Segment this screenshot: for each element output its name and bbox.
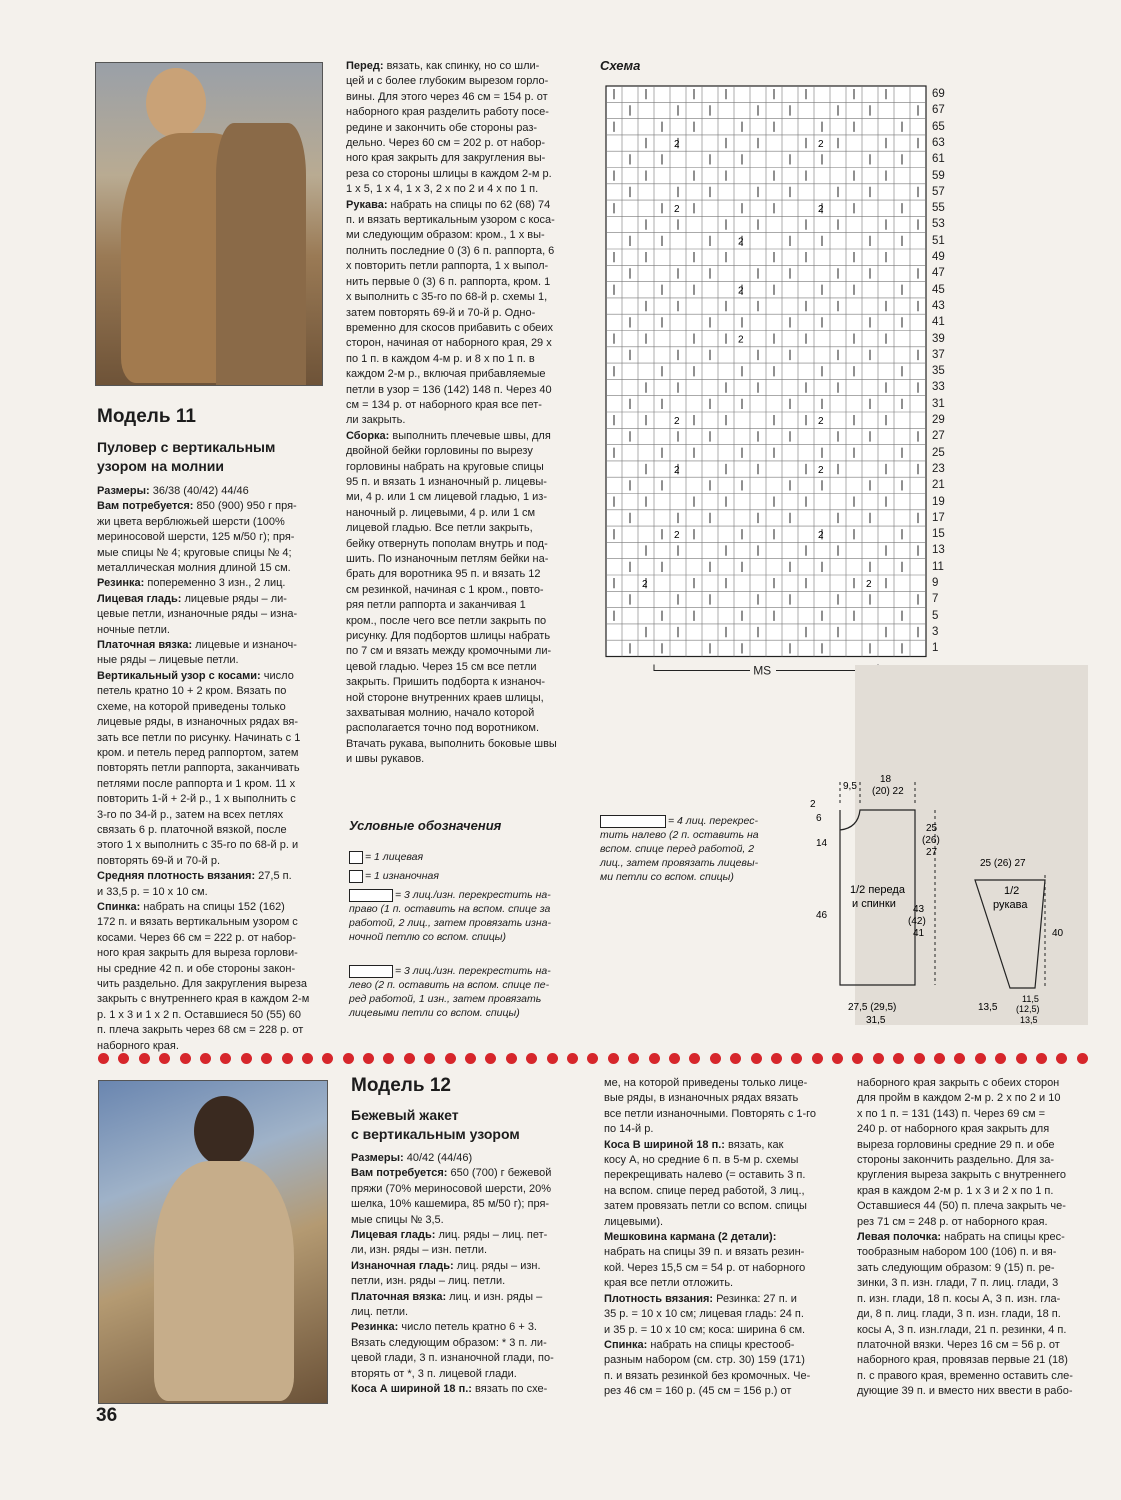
knitting-chart	[600, 84, 945, 684]
cable-cross-marker: 2	[674, 530, 680, 542]
text-line: Изнаночная гладь: лиц. ряды – изн.	[351, 1259, 541, 1272]
divider-dot	[139, 1053, 150, 1064]
pattern-pieces-diagram	[800, 770, 1090, 1040]
divider-dot	[649, 1053, 660, 1064]
chart-row-label: 39	[932, 332, 945, 345]
model-11-text-column-1	[97, 484, 323, 1054]
dot-divider	[98, 1053, 1088, 1067]
model-11-photo	[95, 62, 323, 386]
divider-dot	[689, 1053, 700, 1064]
dim-bottom-1: 27,5 (29,5)	[848, 1002, 897, 1013]
model-12-text-column-2	[604, 1076, 834, 1400]
text-line: наночный р. лицевыми, 4 р. или 1 см	[346, 506, 536, 519]
text-line: Вязать следующим образом: * 3 п. ли-	[351, 1336, 547, 1349]
dim-right-6: 41	[913, 928, 925, 939]
text-line: Рукава: набрать на спицы по 62 (68) 74	[346, 198, 551, 211]
text-line: каждом 2-м р., включая прибавляемые	[346, 368, 546, 381]
text-line: полнить последние 0 (3) 6 п. раппорта, 6	[346, 244, 555, 257]
chart-row-label: 3	[932, 625, 939, 638]
divider-dot	[343, 1053, 354, 1064]
text-line: см резинкой, начиная с 1 кром., повто-	[346, 583, 544, 596]
text-line: ночные петли.	[97, 623, 170, 636]
model-12-text-column-3	[857, 1076, 1087, 1400]
dim-right-1: 25	[926, 823, 938, 834]
divider-dot	[118, 1053, 129, 1064]
text-line: косы А, 3 п. изн.глади, 21 п. резинки, 4 п.	[857, 1323, 1067, 1336]
divider-dot	[995, 1053, 1006, 1064]
divider-dot	[852, 1053, 863, 1064]
text-line: платочной вязки. Через 16 см = 56 р. от	[857, 1338, 1060, 1351]
cross-left-symbol-icon	[349, 965, 393, 978]
text-line: дующие 39 п. и вместо них ввести в рабо-	[857, 1385, 1073, 1398]
sleeve-dim-height: 40	[1052, 928, 1064, 939]
text-line: 172 п. и вязать вертикальным узором с	[97, 916, 298, 929]
chart-row-label: 5	[932, 609, 939, 622]
chart-row-label: 49	[932, 251, 945, 263]
chart-row-label: 41	[932, 316, 945, 329]
text-line: петлями после раппорта и 1 кром. 11 х	[97, 777, 296, 790]
divider-dot	[547, 1053, 558, 1064]
text-line: ной стороне внутренних краев шлицы,	[346, 691, 544, 704]
divider-dot	[445, 1053, 456, 1064]
cable-cross-marker: 2	[818, 530, 824, 542]
dim-top-b2: (20) 22	[872, 786, 904, 797]
text-line: косами. Через 66 см = 222 р. от набор-	[97, 931, 296, 944]
cable-cross-marker: 2	[818, 138, 824, 150]
divider-dot	[241, 1053, 252, 1064]
text-line: по 7 см и вязать между кромочными ли-	[346, 645, 552, 658]
text-line: ли закрыть.	[346, 414, 406, 427]
divider-dot	[954, 1053, 965, 1064]
text-line: Лицевая гладь: лиц. ряды – лиц. пет-	[351, 1229, 548, 1242]
text-line: Коса В шириной 18 п.: вязать, как	[604, 1138, 784, 1151]
text-line: рез 46 см = 160 р. (45 см = 156 р.) от	[604, 1385, 792, 1398]
divider-dot	[282, 1053, 293, 1064]
cable-cross-marker: 2	[738, 285, 744, 297]
chart-row-label: 33	[932, 381, 945, 394]
text-line: цевой гладью. Через 15 см все петли	[346, 660, 537, 673]
text-line: косу А, но средние 6 п. в 5-м р. схемы	[604, 1154, 799, 1167]
chart-row-label: 27	[932, 430, 945, 443]
text-line: кром. и петель перед раппортом, затем	[97, 746, 299, 759]
dim-bottom-2: 31,5	[866, 1015, 886, 1026]
divider-dot	[812, 1053, 823, 1064]
text-line: наборного края разделить работу посе-	[346, 106, 549, 119]
divider-dot	[200, 1053, 211, 1064]
divider-dot	[383, 1053, 394, 1064]
text-line: брать для воротника 95 п. и вязать 12	[346, 568, 541, 581]
chart-row-label: 47	[932, 267, 945, 280]
text-line: реза со стороны шлицы в каждом 2-м р.	[346, 167, 552, 180]
legend-item-cross-right: = 3 лиц./изн. перекрестить на- право (1 п. оставить на вспом. спице за работой, 2 лиц., затем провязать изна- ночной петлю со вспом. спицы)	[349, 889, 551, 943]
text-line: чить раздельно. Для закругления выреза	[97, 978, 308, 990]
text-line: и швы рукавов.	[346, 753, 425, 766]
chart-row-label: 67	[932, 104, 945, 117]
dim-left-14: 14	[816, 838, 828, 849]
model-12-subtitle-1: Бежевый жакет	[351, 1107, 459, 1123]
text-line: п. изн. глади, 18 п. косы А, 3 п. изн. гла-	[857, 1292, 1061, 1305]
model-12-title: Модель 12	[351, 1075, 451, 1096]
text-line: захватывая молнию, начало которой	[346, 707, 535, 720]
text-line: повторить 1-й + 2-й р., 1 х выполнить с	[97, 793, 296, 806]
sleeve-dim-top: 25 (26) 27	[980, 858, 1026, 869]
divider-dot	[832, 1053, 843, 1064]
dim-right-5: (42)	[908, 916, 926, 927]
text-line: этого 1 х выполнить с 35-го по 68-й р. и	[97, 839, 299, 852]
text-line: дельно. Через 60 см = 202 р. от набор-	[346, 137, 546, 150]
text-line: для пройм в каждом 2-м р. 2 х по 2 и 10	[857, 1092, 1061, 1105]
chart-row-label: 51	[932, 234, 945, 247]
divider-dot	[751, 1053, 762, 1064]
cable-cross-marker: 2	[818, 416, 824, 427]
chart-row-label: 21	[932, 479, 945, 492]
text-line: Лицевая гладь: лицевые ряды – ли-	[97, 592, 287, 605]
text-line: кром., после чего все петли закрыть по	[346, 614, 547, 627]
text-line: вины. Для этого через 46 см = 154 р. от	[346, 90, 548, 103]
text-line: х повторить петли раппорта, 1 х выпол-	[346, 260, 549, 273]
text-line: располагается точно под воротником.	[346, 722, 540, 735]
cable-cross-marker: 2	[818, 204, 824, 216]
chart-row-label: 23	[932, 462, 945, 475]
front-back-label-1: 1/2 переда	[850, 884, 905, 896]
sleeve-dim-bottom-b1: 11,5	[1022, 994, 1039, 1004]
legend-item-cross-left: = 3 лиц./изн. перекрестить на- лево (2 п. оставить на вспом. спице пе- ред работой, 1 изн., затем провязать лицевыми петли со вспом. спицы)	[349, 965, 551, 1019]
text-line: Плотность вязания: Резинка: 27 п. и	[604, 1292, 797, 1305]
divider-dot	[465, 1053, 476, 1064]
schema-title: Схема	[600, 58, 641, 73]
model-11-title: Модель 11	[97, 406, 196, 427]
chart-row-label: 35	[932, 365, 945, 378]
text-line: на вспом. спице перед работой, 3 лиц.,	[604, 1184, 805, 1197]
legend-item-knit: = 1 лицевая	[349, 850, 579, 864]
text-line: края в каждом 2-м р. 1 х 3 и 2 х по 1 п.	[857, 1184, 1054, 1197]
text-line: ные ряды – лицевые петли.	[97, 654, 239, 667]
text-line: Размеры: 36/38 (40/42) 44/46	[97, 485, 249, 497]
text-line: затем провязать петли со вспом. спицы	[604, 1200, 807, 1213]
text-line: х выполнить с 35-го по 68-й р. схемы 1,	[346, 291, 548, 304]
model-12-subtitle-2: с вертикальным узором	[351, 1126, 520, 1142]
text-line: пряжи (70% мериносовой шерсти, 20%	[351, 1182, 551, 1195]
purl-symbol-icon	[349, 870, 363, 883]
page-number: 36	[96, 1405, 118, 1426]
chart-row-label: 25	[932, 446, 945, 459]
chart-row-label: 59	[932, 169, 945, 182]
text-line: горловины набрать на круговые спицы	[346, 460, 544, 473]
text-line: и 33,5 р. = 10 х 10 см.	[97, 885, 208, 898]
chart-row-label: 55	[932, 202, 945, 215]
text-line: рез 71 см = 248 р. от наборного края.	[857, 1215, 1048, 1228]
cable-cross-marker: 2	[642, 579, 648, 590]
text-line: ны средние 42 п. и обе стороны закон-	[97, 962, 296, 975]
sleeve-dim-bottom-b2: (12,5)	[1016, 1004, 1040, 1014]
text-line: временно для скосов прибавить с обеих	[346, 321, 553, 334]
text-line: все петли изнаночными. Повторять с 1-го	[604, 1107, 817, 1120]
divider-dot	[710, 1053, 721, 1064]
model-11-text-column-2	[346, 59, 578, 768]
text-line: наборного края, провязав первые 21 (18)	[857, 1354, 1068, 1367]
dim-right-4: 43	[913, 904, 925, 915]
legend-item-cross-4: = 4 лиц. перекрес- тить налево (2 п. оставить на вспом. спице перед работой, 2 лиц., затем провязать лицевы- ми петли со вспом. спицы)	[600, 815, 759, 883]
text-line: жи цвета верблюжьей шерсти (100%	[97, 515, 285, 528]
divider-dot	[424, 1053, 435, 1064]
text-line: петель кратно 10 + 2 кром. Вязать по	[97, 685, 287, 698]
chart-row-label: 31	[932, 397, 945, 410]
text-line: петли в узор = 136 (142) 148 п. Через 40	[346, 383, 552, 396]
dim-neck-a: 2	[810, 799, 816, 810]
divider-dot	[893, 1053, 904, 1064]
divider-dot	[526, 1053, 537, 1064]
cable-cross-marker: 2	[818, 464, 824, 476]
text-line: набрать на спицы 39 п. и вязать резин-	[604, 1246, 805, 1259]
text-line: металлическая молния длиной 15 см.	[97, 562, 291, 575]
text-line: х по 1 п. = 131 (143) п. Через 69 см =	[857, 1107, 1045, 1120]
text-line: Втачать рукава, выполнить боковые швы	[346, 737, 557, 750]
text-line: кой. Через 15,5 см = 54 р. от наборного	[604, 1261, 806, 1274]
text-line: цевые петли, изнаночные ряды – изна-	[97, 608, 298, 621]
divider-dot	[404, 1053, 415, 1064]
cable-cross-marker: 2	[866, 579, 872, 590]
cross-4-symbol-icon	[600, 815, 666, 828]
text-line: Резинка: попеременно 3 изн., 2 лиц.	[97, 577, 286, 590]
chart-row-label: 61	[932, 153, 945, 166]
text-line: ного края закрыть для выреза горлови-	[97, 947, 298, 960]
text-line: цей и с более глубоким вырезом горло-	[346, 75, 549, 88]
text-line: повторять 69-й и 70-й р.	[97, 854, 221, 867]
text-line: п. плеча закрыть через 68 см = 228 р. от	[97, 1024, 304, 1037]
text-line: закрыть с внутреннего края в каждом 2-м	[97, 993, 310, 1006]
text-line: повторять петли раппорта, заканчивать	[97, 762, 300, 775]
divider-dot	[506, 1053, 517, 1064]
dim-right-3: 27	[926, 847, 938, 858]
text-line: зинки, 3 п. изн. глади, 7 п. лиц. глади, 3	[857, 1277, 1059, 1290]
text-line: зать все петли по рисунку. Начинать с 1	[97, 731, 301, 744]
dim-top-a: 9,5	[843, 781, 857, 792]
text-line: петли, изн. ряды – лиц. петли.	[351, 1275, 506, 1288]
text-line: 240 р. от наборного края закрыть для	[857, 1123, 1050, 1136]
text-line: двойной бейки горловины по вырезу	[346, 445, 533, 458]
text-line: см = 134 р. от наборного края все пет-	[346, 398, 542, 411]
chart-row-label: 57	[932, 185, 945, 198]
divider-dot	[485, 1053, 496, 1064]
text-line: Перед: вязать, как спинку, но со шли-	[346, 60, 540, 72]
chart-row-label: 69	[932, 88, 945, 100]
text-line: Левая полочка: набрать на спицы крес-	[857, 1231, 1065, 1244]
text-line: Мешковина кармана (2 детали):	[604, 1231, 777, 1244]
chart-row-label: 17	[932, 511, 945, 524]
sleeve-dim-bottom-b3: 13,5	[1020, 1015, 1038, 1025]
text-line: Сборка: выполнить плечевые швы, для	[346, 429, 551, 442]
divider-dot	[1077, 1053, 1088, 1064]
text-line: разным набором (см. стр. 30) 159 (171)	[604, 1354, 805, 1367]
cable-cross-marker: 2	[674, 204, 680, 216]
divider-dot	[1016, 1053, 1027, 1064]
text-line: 35 р. = 10 х 10 см; лицевая гладь: 24 п.	[604, 1308, 804, 1321]
chart-row-label: 15	[932, 528, 945, 541]
text-line: Резинка: число петель кратно 6 + 3.	[351, 1321, 537, 1334]
text-line: ли, изн. ряды – изн. петли.	[351, 1244, 488, 1257]
cross-right-symbol-icon	[349, 889, 393, 902]
text-line: Коса А шириной 18 п.: вязать по схе-	[351, 1383, 548, 1396]
text-line: вторять от *, 3 п. лицевой глади.	[351, 1367, 517, 1380]
text-line: 1 х 5, 1 х 4, 1 х 3, 2 х по 2 и 4 х по 1 п.	[346, 183, 539, 196]
chart-row-label: 7	[932, 593, 939, 606]
text-line: перекрещивать налево (= оставить 3 п.	[604, 1169, 806, 1182]
text-line: связать 6 р. платочной вязкой, после	[97, 823, 287, 836]
model-11-subtitle-1: Пуловер с вертикальным	[97, 439, 276, 455]
divider-dot	[322, 1053, 333, 1064]
divider-dot	[302, 1053, 313, 1064]
text-line: мые спицы № 4; круговые спицы № 4;	[97, 546, 292, 559]
chart-row-label: 19	[932, 495, 945, 508]
text-line: лицевой гладью. Все петли закрыть,	[346, 522, 533, 535]
divider-dot	[220, 1053, 231, 1064]
knit-symbol-icon	[349, 851, 363, 864]
model-12-photo	[98, 1080, 328, 1404]
text-line: лицевыми).	[604, 1215, 664, 1228]
rapport-label: MS	[753, 663, 772, 678]
divider-dot	[873, 1053, 884, 1064]
text-line: наборного края закрыть с обеих сторон	[857, 1077, 1060, 1089]
chart-row-label: 45	[932, 283, 945, 296]
divider-dot	[771, 1053, 782, 1064]
text-line: вые ряды, в изнаночных рядах вязать	[604, 1092, 799, 1105]
text-line: п. и вязать резинкой без кромочных. Че-	[604, 1369, 811, 1382]
text-line: Оставшиеся 44 (50) п. плеча закрыть че-	[857, 1200, 1066, 1213]
text-line: схеме, на которой приведены только	[97, 700, 286, 713]
text-line: по 1 п. в каждом 4-м р. и 8 х по 1 п. в	[346, 352, 535, 365]
text-line: края все петли отложить.	[604, 1277, 734, 1290]
divider-dot	[934, 1053, 945, 1064]
text-line: по 14-й р.	[604, 1123, 654, 1136]
text-line: Вертикальный узор с косами: число	[97, 669, 294, 682]
text-line: и 35 р. = 10 х 10 см; коса: ширина 6 см.	[604, 1323, 806, 1336]
divider-dot	[587, 1053, 598, 1064]
text-line: ме, на которой приведены только лице-	[604, 1077, 808, 1089]
divider-dot	[159, 1053, 170, 1064]
text-line: закрыть. Пришить подборта к изнаноч-	[346, 676, 546, 689]
text-line: цевой глади, 3 п. изнаночной глади, по-	[351, 1352, 554, 1365]
text-line: ми, 4 р. или 1 см лицевой гладью, 1 из-	[346, 491, 548, 504]
cable-cross-marker: 2	[738, 236, 744, 248]
text-line: п. и вязать вертикальным узором с коса-	[346, 214, 555, 227]
divider-dot	[914, 1053, 925, 1064]
text-line: Вам потребуется: 850 (900) 950 г пря-	[97, 500, 297, 513]
text-line: мые спицы № 3,5.	[351, 1213, 444, 1226]
divider-dot	[1036, 1053, 1047, 1064]
chart-row-label: 43	[932, 299, 945, 312]
text-line: бейку отвернуть пополам внутрь и под-	[346, 537, 548, 550]
divider-dot	[180, 1053, 191, 1064]
text-line: редине и закончить обе стороны раз-	[346, 121, 538, 134]
divider-dot	[608, 1053, 619, 1064]
text-line: п. с правого края, временно оставить сле-	[857, 1369, 1073, 1382]
divider-dot	[975, 1053, 986, 1064]
text-line: Средняя плотность вязания: 27,5 п.	[97, 870, 292, 883]
text-line: затем повторять 69-й и 70-й р. Одно-	[346, 306, 536, 319]
chart-row-label: 11	[932, 560, 944, 573]
text-line: шелка, 10% кашемира, 85 м/50 г); пря-	[351, 1198, 550, 1211]
dim-top-b1: 18	[880, 774, 892, 785]
chart-row-label: 9	[932, 577, 939, 589]
cable-cross-marker: 2	[674, 464, 680, 476]
text-line: Платочная вязка: лиц. и изн. ряды –	[351, 1290, 543, 1303]
chart-row-label: 29	[932, 414, 945, 426]
text-line: рисунку. Для подбортов шлицы набрать	[346, 630, 551, 643]
divider-dot	[730, 1053, 741, 1064]
dim-right-2: (26)	[922, 835, 940, 846]
text-line: шить. По изнаночным петлям бейки на-	[346, 553, 549, 565]
text-line: ряя петли раппорта и заканчивая 1	[346, 599, 526, 612]
divider-dot	[669, 1053, 680, 1064]
divider-dot	[567, 1053, 578, 1064]
text-line: нить первые 0 (3) 6 п. раппорта, кром. 1	[346, 275, 551, 288]
text-line: Платочная вязка: лицевые и изнаноч-	[97, 639, 297, 652]
text-line: р. 1 х 3 и 1 х 2 п. Оставшиеся 50 (55) 60	[97, 1008, 301, 1021]
text-line: лиц. петли.	[351, 1306, 409, 1319]
legend-item-purl: = 1 изнаночная	[349, 869, 579, 883]
text-line: кругления выреза закрыть с внутреннего	[857, 1169, 1067, 1182]
legend-title: Условные обозначения	[349, 818, 502, 833]
text-line: наборного края.	[97, 1039, 179, 1052]
dim-left-46: 46	[816, 910, 828, 921]
text-line: мериносовой шерсти, 125 м/50 г); пря-	[97, 531, 295, 544]
chart-row-label: 53	[932, 218, 945, 231]
text-line: 3-го по 34-й р., затем на всех петлях	[97, 808, 284, 821]
text-line: Вам потребуется: 650 (700) г бежевой	[351, 1167, 552, 1180]
front-back-label-2: и спинки	[852, 898, 896, 910]
text-line: ми следующим образом: кром., 1 х вы-	[346, 229, 545, 242]
divider-dot	[363, 1053, 374, 1064]
text-line: 95 п. и вязать 1 изнаночный р. лицевы-	[346, 475, 547, 488]
divider-dot	[98, 1053, 109, 1064]
chart-row-label: 1	[932, 642, 939, 655]
text-line: Размеры: 40/42 (44/46)	[351, 1152, 473, 1164]
divider-dot	[791, 1053, 802, 1064]
chart-row-label: 13	[932, 544, 945, 557]
cable-cross-marker: 2	[738, 334, 744, 346]
text-line: стороны закончить раздельно. Для за-	[857, 1154, 1055, 1167]
model-11-subtitle-2: узором на молнии	[97, 458, 224, 474]
text-line: зать следующим образом: 9 (15) п. ре-	[857, 1261, 1055, 1274]
sleeve-label-1: 1/2	[1004, 885, 1020, 897]
text-line: сторон, начиная от наборного края, 29 х	[346, 337, 552, 350]
chart-row-label: 63	[932, 136, 945, 149]
text-line: ди, 8 п. лиц. глади, 3 п. изн. глади, 18 п.	[857, 1308, 1061, 1321]
cable-cross-marker: 2	[674, 416, 680, 427]
text-line: лицевые ряды, в изнаночных рядах вя-	[97, 716, 299, 729]
text-line: ного края закрыть для закругления вы-	[346, 152, 546, 165]
sleeve-dim-bottom-a: 13,5	[978, 1002, 998, 1013]
divider-dot	[261, 1053, 272, 1064]
text-line: выреза горловины средние 29 п. и обе	[857, 1138, 1055, 1151]
divider-dot	[628, 1053, 639, 1064]
dim-neck-b: 6	[816, 813, 822, 824]
sleeve-label-2: рукава	[993, 899, 1028, 911]
text-line: Спинка: набрать на спицы 152 (162)	[97, 900, 285, 913]
chart-row-label: 65	[932, 120, 945, 133]
cable-cross-marker: 2	[674, 138, 680, 150]
model-12-text-column-1	[351, 1151, 581, 1398]
text-line: тообразным набором 100 (106) п. и вя-	[857, 1246, 1057, 1259]
divider-dot	[1056, 1053, 1067, 1064]
text-line: Спинка: набрать на спицы крестооб-	[604, 1338, 795, 1351]
chart-row-label: 37	[932, 348, 945, 361]
